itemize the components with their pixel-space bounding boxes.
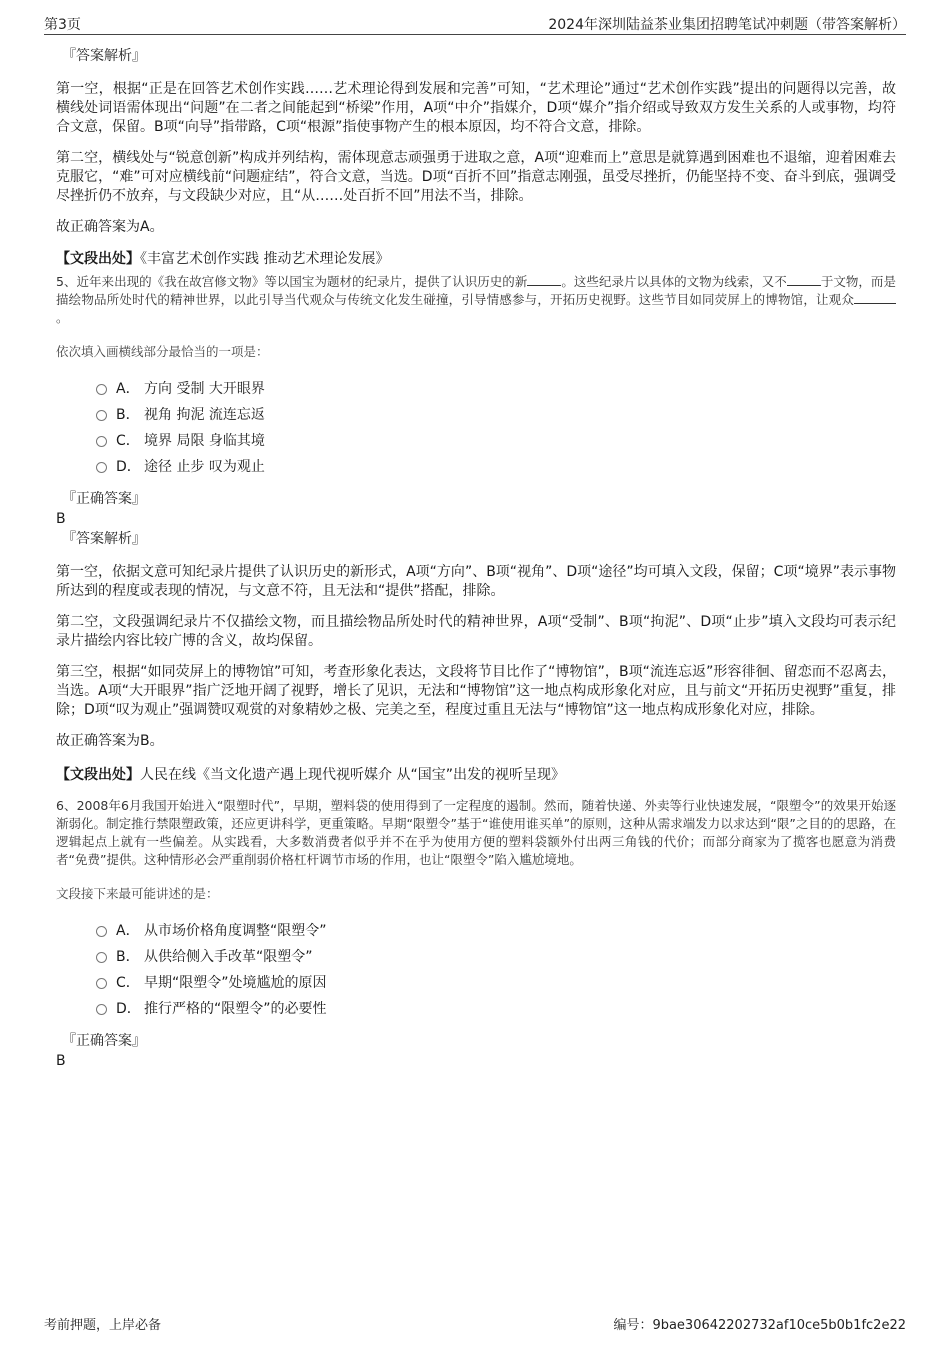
source-text: 人民在线《当文化遗产遇上现代视听媒介 从“国宝”出发的视听呈现》 — [140, 767, 565, 783]
correct-answer-label: 『正确答案』 — [62, 491, 146, 507]
radio-icon[interactable] — [96, 926, 107, 937]
question-prompt: 文段接下来最可能讲述的是： — [56, 886, 219, 901]
document-title: 2024年深圳陆益茶业集团招聘笔试冲刺题（带答案解析） — [548, 17, 906, 33]
option-c[interactable] — [96, 969, 896, 995]
option-letter: A． — [116, 381, 140, 397]
fill-blank — [787, 273, 821, 286]
correct-answer: B — [56, 511, 66, 527]
option-b[interactable] — [96, 401, 896, 427]
option-a[interactable] — [96, 917, 896, 943]
option-d[interactable] — [96, 453, 896, 479]
analysis-paragraph: 第二空，文段强调纪录片不仅描绘文物，而且描绘物品所处时代的精神世界，A项“受制”、B项“拘泥”、D项“止步”填入文段均可表示纪录片描绘内容比较广博的含义，故均保留。 — [56, 614, 896, 649]
option-letter: B． — [116, 407, 140, 423]
option-d[interactable] — [96, 995, 896, 1021]
radio-icon[interactable] — [96, 978, 107, 989]
analysis-label: 『答案解析』 — [62, 48, 146, 64]
correct-answer: B — [56, 1053, 66, 1069]
option-b[interactable] — [96, 943, 896, 969]
option-c[interactable] — [96, 427, 896, 453]
question-5 — [56, 273, 896, 785]
question-text — [56, 273, 896, 327]
radio-icon[interactable] — [96, 462, 107, 473]
option-text: 早期“限塑令”处境尴尬的原因 — [144, 975, 327, 991]
page-header — [44, 12, 906, 35]
option-text: 从市场价格角度调整“限塑令” — [144, 923, 327, 939]
analysis-paragraph: 第三空，根据“如同荧屏上的博物馆”可知，考查形象化表达，文段将节目比作了“博物馆”，B项“流连忘返”形容徘徊、留恋而不忍离去，当选。A项“大开眼界”指广泛地开阔了视野，增长了见识，无法和“博物馆”这一地点构成形象化对应，且与前文“开拓历史视野”重复，排除；D项“叹为观止”强调赞叹观赏的对象精妙之极、完美之至，程度过重且无法与“博物馆”这一地点构成形象化对应，排除。 — [56, 664, 896, 718]
footer-slogan: 考前押题，上岸必备 — [44, 1318, 162, 1333]
question-6 — [56, 797, 896, 1071]
question-text-part: 。这些纪录片以具体的文物为线索，又不 — [561, 274, 787, 289]
page-number: 第3页 — [44, 17, 81, 33]
question-text-part: 。 — [56, 310, 69, 325]
question-text-part: 5、近年来出现的《我在故宫修文物》等以国宝为题材的纪录片，提供了认识历史的新 — [56, 274, 528, 289]
option-list — [96, 917, 896, 1021]
question-text-part: 于文物，而是描绘物品所处时代的精神世界，以此引导当代观众与传统文化发生碰撞，引导情感参与，开拓历史视野。这些节目如同荧屏上的博物馆，让观众 — [56, 274, 896, 307]
radio-icon[interactable] — [96, 384, 107, 395]
radio-icon[interactable] — [96, 1004, 107, 1015]
analysis-paragraph: 第一空，依据文意可知纪录片提供了认识历史的新形式，A项“方向”、B项“视角”、D项“途径”均可填入文段，保留；C项“境界”表示事物所达到的程度或表现的情况，与文意不符，且无法和“提供”搭配，排除。 — [56, 564, 896, 599]
option-text: 视角 拘泥 流连忘返 — [144, 407, 265, 423]
radio-icon[interactable] — [96, 410, 107, 421]
question-text: 6、2008年6月我国开始进入“限塑时代”，早期，塑料袋的使用得到了一定程度的遏制。然而，随着快递、外卖等行业快速发展，“限塑令”的效果开始逐渐弱化。制定推行禁限塑政策，还应更讲科学，更重策略。早期“限塑令”基于“谁使用谁买单”的原则，这种从需求端发力以求达到“限”之目的的思路，在逻辑起点上就有一些偏差。从实践看，大多数消费者似乎并不在乎为使用方便的塑料袋额外付出两三角钱的代价；而部分商家为了揽客也愿意为消费者“免费”提供。这种情形必会严重削弱价格杠杆调节市场的作用，也让“限塑令”陷入尴尬境地。 — [56, 798, 896, 867]
option-text: 推行严格的“限塑令”的必要性 — [144, 1001, 327, 1017]
analysis-label: 『答案解析』 — [62, 531, 146, 547]
option-list — [96, 375, 896, 479]
document-id: 编号：9bae30642202732af10ce5b0b1fc2e22 — [613, 1318, 906, 1333]
radio-icon[interactable] — [96, 952, 107, 963]
option-letter: D． — [116, 1001, 141, 1017]
page-content — [56, 46, 896, 1071]
source-citation — [56, 765, 896, 785]
source-citation — [56, 249, 896, 269]
option-letter: A． — [116, 923, 140, 939]
option-letter: D． — [116, 459, 141, 475]
option-text: 途径 止步 叹为观止 — [144, 459, 265, 475]
analysis-block-previous — [56, 46, 896, 269]
question-prompt: 依次填入画横线部分最恰当的一项是： — [56, 344, 269, 359]
option-a[interactable] — [96, 375, 896, 401]
analysis-paragraph: 第一空，根据“正是在回答艺术创作实践……艺术理论得到发展和完善”可知，“艺术理论”通过“艺术创作实践”提出的问题得以完善，故横线处词语需体现出“问题”在二者之间能起到“桥梁”作用，A项“中介”指媒介，D项“媒介”指介绍或导致双方发生关系的人或事物，均符合文意，保留。B项“向导”指带路，C项“根源”指使事物产生的根本原因，均不符合文意，排除。 — [56, 81, 896, 135]
option-text: 从供给侧入手改革“限塑令” — [144, 949, 313, 965]
answer-conclusion: 故正确答案为A。 — [56, 219, 164, 235]
fill-blank — [854, 291, 896, 304]
analysis-paragraph: 第二空，横线处与“锐意创新”构成并列结构，需体现意志顽强勇于进取之意，A项“迎难而上”意思是就算遇到困难也不退缩，迎着困难去克服它，“难”可对应横线前“问题症结”，符合文意，当选。D项“百折不回”指意志刚强，虽受尽挫折，仍能坚持不变、奋斗到底，强调受尽挫折仍不放弃，与文段缺少对应，且“从……处百折不回”用法不当，排除。 — [56, 150, 896, 204]
option-letter: C． — [116, 433, 140, 449]
answer-conclusion: 故正确答案为B。 — [56, 733, 164, 749]
option-letter: B． — [116, 949, 140, 965]
correct-answer-label: 『正确答案』 — [62, 1033, 146, 1049]
source-tag: 【文段出处】 — [56, 251, 140, 267]
source-text: 《丰富艺术创作实践 推动艺术理论发展》 — [140, 251, 390, 267]
option-letter: C． — [116, 975, 140, 991]
option-text: 境界 局限 身临其境 — [144, 433, 265, 449]
option-text: 方向 受制 大开眼界 — [144, 381, 265, 397]
radio-icon[interactable] — [96, 436, 107, 447]
source-tag: 【文段出处】 — [56, 767, 140, 783]
fill-blank — [527, 273, 561, 286]
